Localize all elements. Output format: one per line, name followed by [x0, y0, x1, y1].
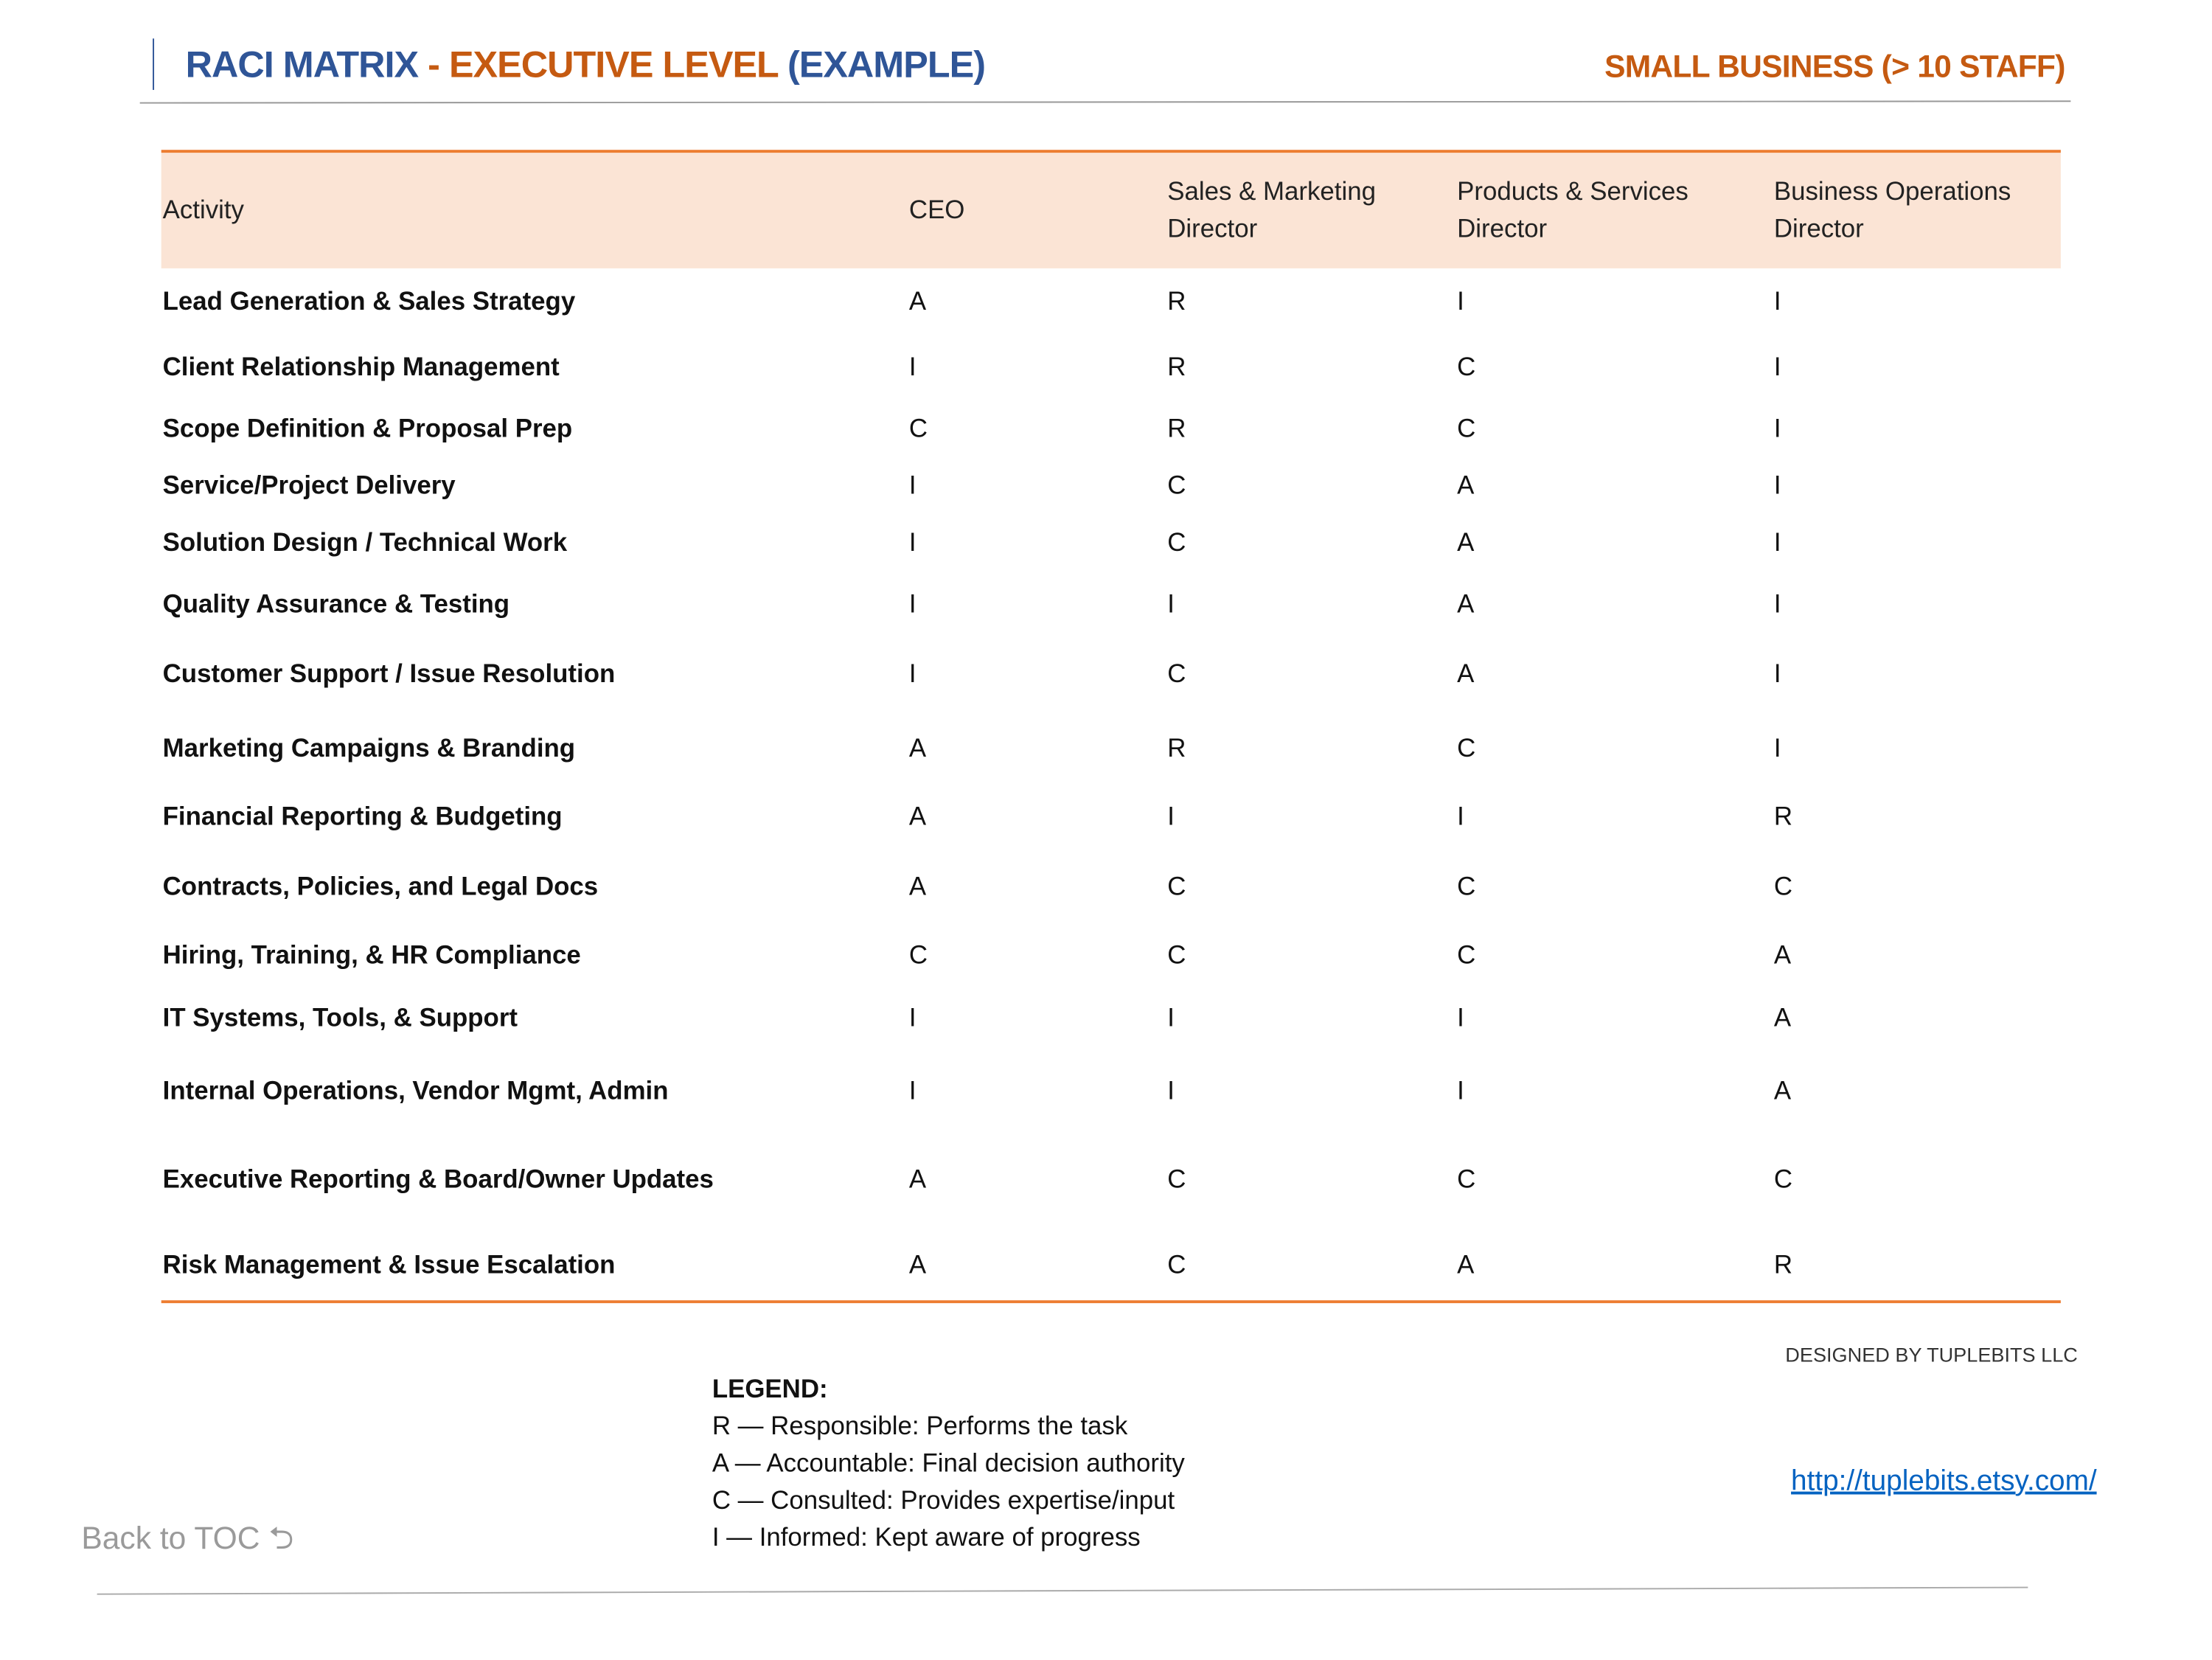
operations-cell: C	[1773, 872, 1792, 901]
products-cell: I	[1457, 802, 1464, 831]
operations-cell: R	[1773, 802, 1792, 831]
ceo-cell: A	[908, 733, 927, 763]
activity-cell: Service/Project Delivery	[162, 470, 456, 500]
operations-cell: R	[1773, 1250, 1792, 1279]
activity-cell: Solution Design / Technical Work	[162, 528, 568, 557]
activity-cell: Lead Generation & Sales Strategy	[162, 287, 576, 316]
col-header-sales: Sales & Marketing Director	[1167, 177, 1376, 243]
products-cell: C	[1457, 1164, 1476, 1194]
activity-cell: Internal Operations, Vendor Mgmt, Admin	[162, 1076, 669, 1105]
table-bottom-rule	[161, 1300, 2061, 1303]
products-cell: C	[1457, 353, 1476, 381]
products-cell: A	[1457, 589, 1475, 619]
legend-item: C — Consulted: Provides expertise/input	[712, 1485, 1175, 1515]
ceo-cell: I	[908, 659, 917, 688]
sales-cell: I	[1167, 1003, 1175, 1032]
title-raci: RACI MATRIX	[185, 43, 419, 86]
activity-cell: Client Relationship Management	[162, 353, 560, 381]
products-cell: A	[1457, 528, 1475, 557]
ceo-cell: A	[908, 1164, 927, 1194]
col-header-activity: Activity	[162, 195, 245, 224]
ceo-cell: A	[908, 802, 927, 831]
ceo-cell: I	[908, 470, 917, 500]
col-header-products: Products & Services Director	[1457, 177, 1688, 243]
tuplebits-link[interactable]: http://tuplebits.etsy.com/	[1791, 1465, 2097, 1498]
legend-item: R — Responsible: Performs the task	[712, 1411, 1128, 1440]
footer-divider	[97, 1587, 2028, 1595]
products-cell: C	[1457, 733, 1476, 763]
products-cell: C	[1457, 940, 1476, 970]
ceo-cell: A	[908, 872, 927, 901]
operations-cell: I	[1773, 659, 1781, 688]
operations-cell: A	[1773, 1003, 1792, 1032]
activity-cell: Financial Reporting & Budgeting	[162, 802, 563, 831]
sales-cell: C	[1167, 659, 1186, 688]
operations-cell: I	[1773, 470, 1781, 500]
activity-cell: Scope Definition & Proposal Prep	[162, 414, 573, 443]
operations-cell: I	[1773, 528, 1781, 557]
ceo-cell: A	[908, 287, 927, 316]
col-header-operations: Business Operations Director	[1773, 177, 2011, 243]
operations-cell: I	[1773, 353, 1781, 381]
activity-cell: Hiring, Training, & HR Compliance	[162, 940, 581, 970]
title-level: EXECUTIVE LEVEL	[448, 43, 778, 86]
operations-cell: I	[1773, 414, 1781, 443]
return-arrow-icon: ⮌	[268, 1520, 294, 1556]
title-accent-bar	[153, 38, 154, 90]
sales-cell: R	[1167, 414, 1186, 443]
products-cell: C	[1457, 414, 1476, 443]
sales-cell: C	[1167, 940, 1186, 970]
sales-cell: C	[1167, 1164, 1186, 1194]
ceo-cell: I	[908, 589, 917, 619]
sales-cell: C	[1167, 528, 1186, 557]
products-cell: I	[1457, 1076, 1464, 1105]
col-header-ceo: CEO	[908, 195, 965, 224]
operations-cell: I	[1773, 287, 1781, 316]
legend	[712, 1370, 1185, 1556]
legend-item: I — Informed: Kept aware of progress	[712, 1523, 1141, 1552]
ceo-cell: C	[908, 940, 928, 970]
products-cell: I	[1457, 1003, 1464, 1032]
activity-cell: IT Systems, Tools, & Support	[162, 1003, 518, 1032]
activity-cell: Risk Management & Issue Escalation	[162, 1250, 616, 1279]
back-to-toc-link[interactable]	[81, 1515, 293, 1569]
header-divider	[140, 100, 2071, 103]
operations-cell: A	[1773, 940, 1792, 970]
back-to-toc-label: Back to TOC	[81, 1520, 260, 1556]
ceo-cell: I	[908, 1076, 917, 1105]
ceo-cell: A	[908, 1250, 927, 1279]
sales-cell: R	[1167, 353, 1186, 381]
sales-cell: C	[1167, 470, 1186, 500]
activity-cell: Executive Reporting & Board/Owner Updates	[162, 1164, 714, 1194]
ceo-cell: I	[908, 1003, 917, 1032]
ceo-cell: C	[908, 414, 928, 443]
operations-cell: C	[1773, 1164, 1792, 1194]
products-cell: C	[1457, 872, 1476, 901]
sales-cell: R	[1167, 287, 1186, 316]
operations-cell: A	[1773, 1076, 1792, 1105]
sales-cell: C	[1167, 1250, 1186, 1279]
operations-cell: I	[1773, 589, 1781, 619]
ceo-cell: I	[908, 353, 917, 381]
title-example: (EXAMPLE)	[777, 43, 986, 86]
page-title	[186, 43, 985, 87]
page-subtitle: SMALL BUSINESS (> 10 STAFF)	[1604, 48, 2065, 85]
ceo-cell: I	[908, 528, 917, 557]
sales-cell: I	[1167, 802, 1175, 831]
sales-cell: C	[1167, 872, 1186, 901]
products-cell: I	[1457, 287, 1464, 316]
sales-cell: R	[1167, 733, 1186, 763]
legend-title: LEGEND:	[712, 1374, 828, 1403]
products-cell: A	[1457, 659, 1475, 688]
products-cell: A	[1457, 1250, 1475, 1279]
title-dash: -	[418, 43, 449, 86]
legend-item: A — Accountable: Final decision authority	[712, 1448, 1185, 1478]
designed-by: DESIGNED BY TUPLEBITS LLC	[1785, 1343, 2078, 1366]
sales-cell: I	[1167, 589, 1175, 619]
activity-cell: Marketing Campaigns & Branding	[162, 733, 576, 763]
sales-cell: I	[1167, 1076, 1175, 1105]
products-cell: A	[1457, 470, 1475, 500]
activity-cell: Quality Assurance & Testing	[162, 589, 510, 619]
operations-cell: I	[1773, 733, 1781, 763]
activity-cell: Contracts, Policies, and Legal Docs	[162, 872, 599, 901]
activity-cell: Customer Support / Issue Resolution	[162, 659, 616, 688]
